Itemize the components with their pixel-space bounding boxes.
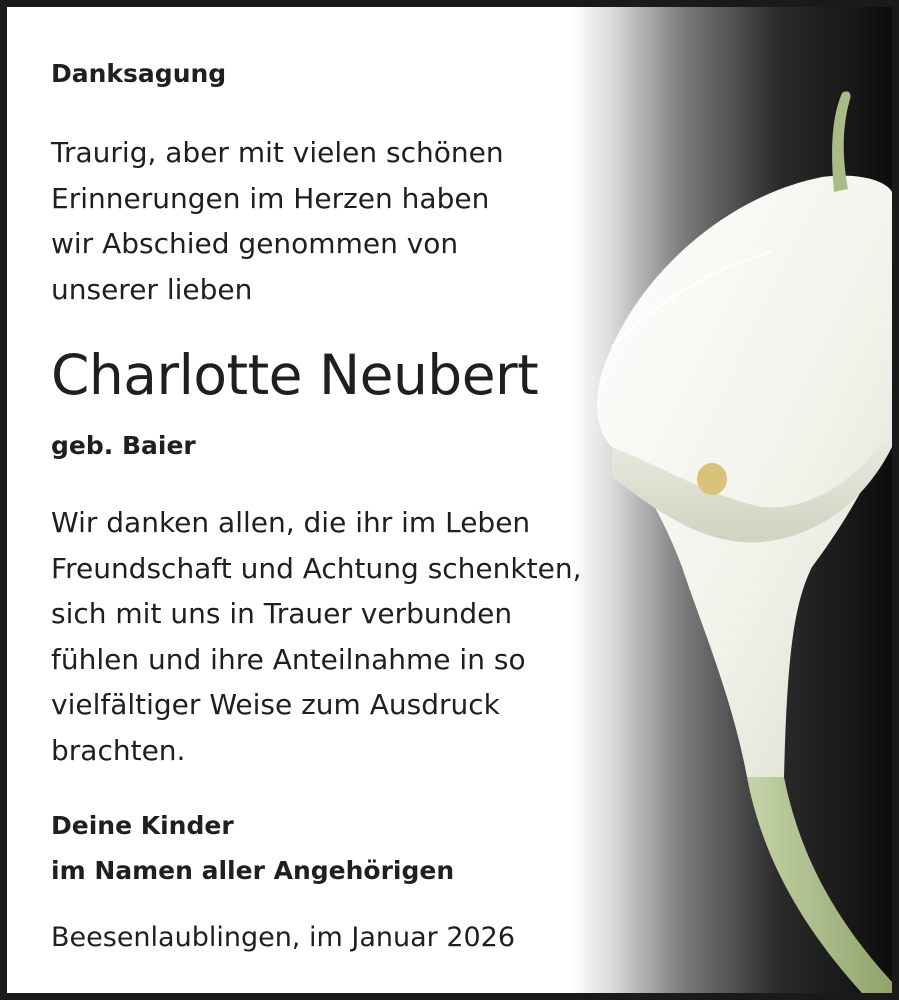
thanks-paragraph: [51, 500, 581, 773]
calla-lily-icon: [572, 7, 892, 993]
intro-line: Erinnerungen im Herzen haben: [51, 181, 490, 215]
thanks-line: sich mit uns in Trauer verbunden: [51, 597, 513, 630]
thanks-line: fühlen und ihre Anteilnahme in so: [51, 642, 526, 676]
place-date: Beesenlaublingen, im Januar 2026: [51, 922, 516, 953]
calla-lily-image: [572, 7, 892, 993]
intro-paragraph: [51, 130, 504, 312]
signature: [51, 803, 454, 893]
heading: Danksagung: [51, 59, 227, 88]
signature-line: Deine Kinder: [51, 811, 234, 840]
intro-line: wir Abschied genommen von: [51, 227, 459, 260]
birth-name: geb. Baier: [51, 431, 196, 460]
thanks-line: Freundschaft und Achtung schenkten,: [51, 551, 582, 585]
thanks-line: vielfältiger Weise zum Ausdruck: [51, 688, 500, 721]
thanks-line: Wir danken allen, die ihr im Leben: [51, 506, 531, 539]
thanks-line: brachten.: [51, 733, 186, 767]
deceased-name: Charlotte Neubert: [51, 343, 539, 407]
intro-line: unserer lieben: [51, 272, 253, 306]
signature-line: im Namen aller Angehörigen: [51, 856, 455, 885]
intro-line: Traurig, aber mit vielen schönen: [51, 136, 504, 169]
